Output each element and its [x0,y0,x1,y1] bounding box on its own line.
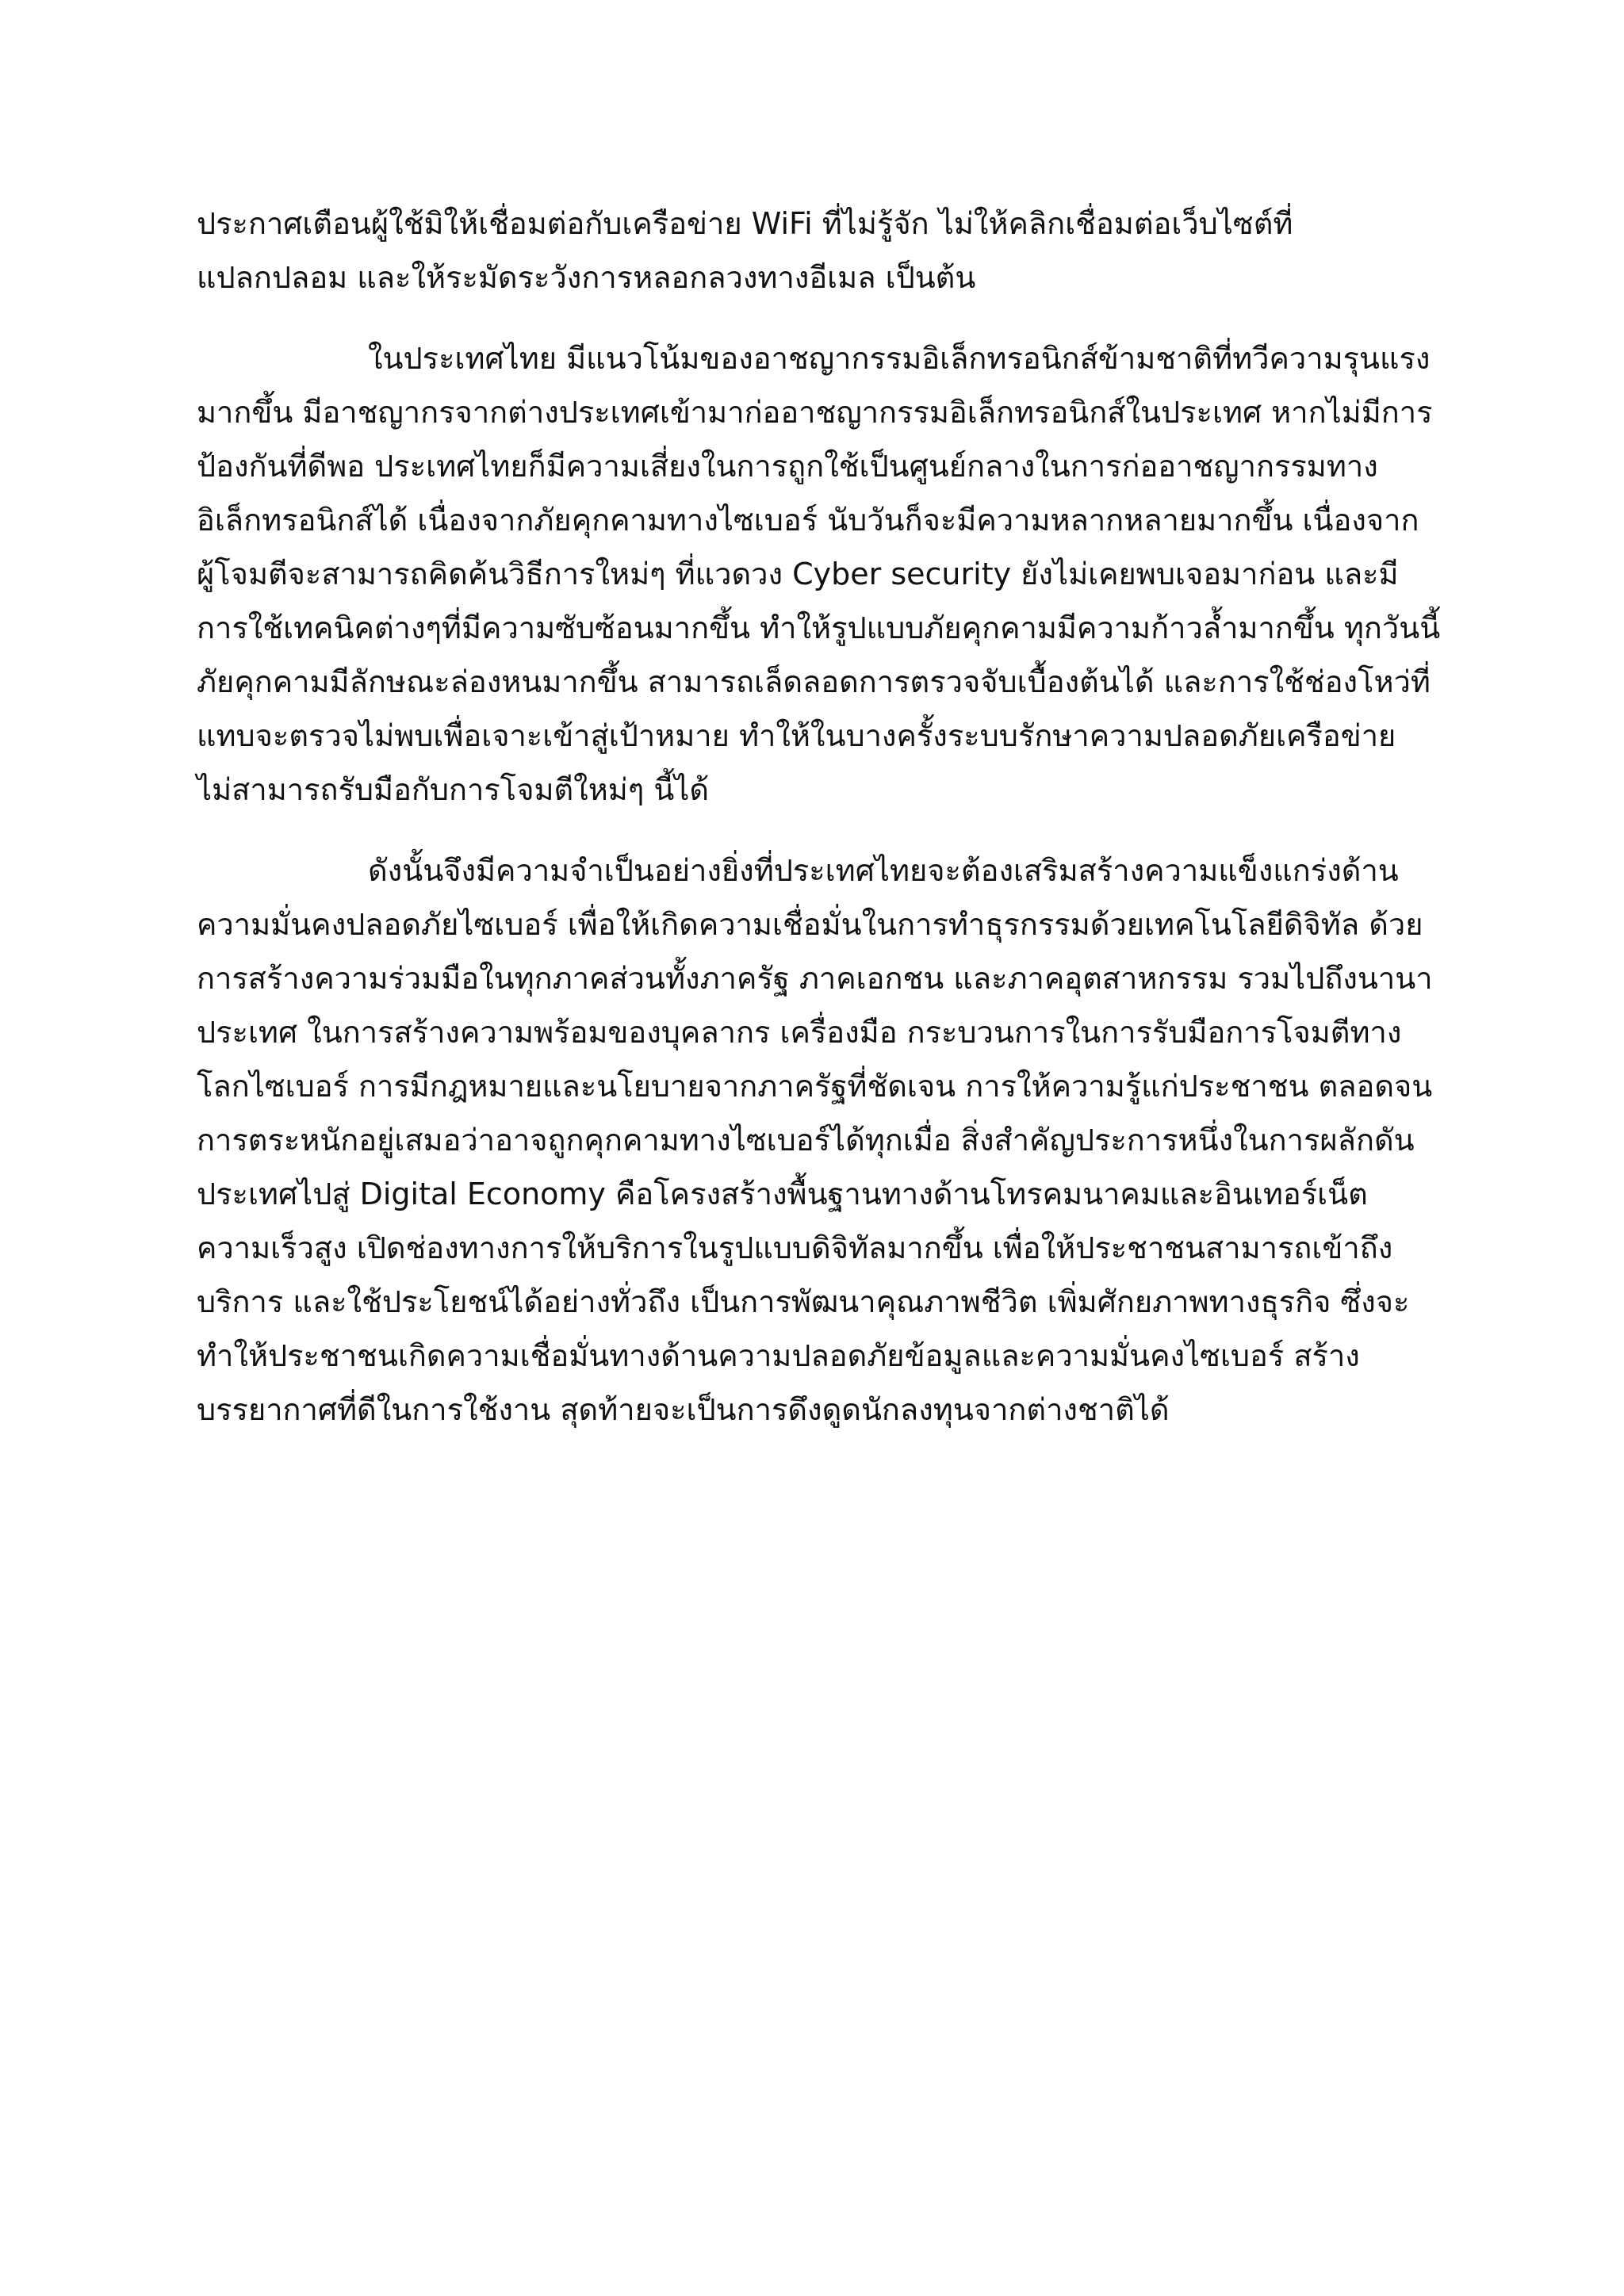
paragraph-line: ดังนั้นจึงมีความจำเป็นอย่างยิ่งที่ประเทศไทยจะต้องเสริมสร้างความแข็งแกร่งด้าน [368,853,1399,888]
paragraph-line: การสร้างความร่วมมือในทุกภาคส่วนทั้งภาครัฐ ภาคเอกชน และภาคอุตสาหกรรม รวมไปถึงนานา [197,961,1433,996]
paragraph-line: ผู้โจมตีจะสามารถคิดค้นวิธีการใหม่ๆ ที่แวดวง Cyber security ยังไม่เคยพบเจอมาก่อน และมี [197,557,1399,591]
paragraph-line: แทบจะตรวจไม่พบเพื่อเจาะเข้าสู่เป้าหมาย ทำให้ในบางครั้งระบบรักษาความปลอดภัยเครือข่าย [197,718,1396,753]
paragraph-line: ภัยคุกคามมีลักษณะล่องหนมากขึ้น สามารถเล็ดลอดการตรวจจับเบื้องต้นได้ และการใช้ช่องโหว่ที่ [197,664,1431,699]
paragraph-line: ไม่สามารถรับมือกับการโจมตีใหม่ๆ นี้ได้ [197,772,710,807]
paragraph-line: มากขึ้น มีอาชญากรจากต่างประเทศเข้ามาก่ออาชญากรรมอิเล็กทรอนิกส์ในประเทศ หากไม่มีการ [197,395,1433,430]
paragraph-spacer [197,304,1434,331]
paragraph-3 [197,844,1434,1437]
paragraph-line: ประเทศไปสู่ Digital Economy คือโครงสร้างพื้นฐานทางด้านโทรคมนาคมและอินเทอร์เน็ต [197,1177,1368,1211]
paragraph-line: ประกาศเตือนผู้ใช้มิให้เชื่อมต่อกับเครือข่าย WiFi ที่ไม่รู้จัก ไม่ให้คลิกเชื่อมต่อเว็บไซต์ที่ [197,206,1293,241]
paragraph-line: แปลกปลอม และให้ระมัดระวังการหลอกลวงทางอีเมล เป็นต้น [197,260,976,295]
paragraph-line: ป้องกันที่ดีพอ ประเทศไทยก็มีความเสี่ยงในการถูกใช้เป็นศูนย์กลางในการก่ออาชญากรรมทาง [197,449,1378,484]
paragraph-line: การตระหนักอยู่เสมอว่าอาจถูกคุกคามทางไซเบอร์ได้ทุกเมื่อ สิ่งสำคัญประการหนึ่งในการผลักดัน [197,1123,1415,1158]
paragraph-line: ทำให้ประชาชนเกิดความเชื่อมั่นทางด้านความปลอดภัยข้อมูลและความมั่นคงไซเบอร์ สร้าง [197,1338,1360,1373]
paragraph-line: บริการ และใช้ประโยชน์ได้อย่างทั่วถึง เป็นการพัฒนาคุณภาพชีวิต เพิ่มศักยภาพทางธุรกิจ ซึ่งจะ [197,1284,1410,1319]
paragraph-line: ความมั่นคงปลอดภัยไซเบอร์ เพื่อให้เกิดความเชื่อมั่นในการทำธุรกรรมด้วยเทคโนโลยีดิจิทัล ด้วย [197,907,1423,942]
paragraph-1 [197,197,1434,304]
paragraph-line: โลกไซเบอร์ การมีกฎหมายและนโยบายจากภาครัฐที่ชัดเจน การให้ความรู้แก่ประชาชน ตลอดจน [197,1069,1433,1104]
paragraph-line: อิเล็กทรอนิกส์ได้ เนื่องจากภัยคุกคามทางไซเบอร์ นับวันก็จะมีความหลากหลายมากขึ้น เนื่องจาก [197,503,1419,538]
paragraph-line: บรรยากาศที่ดีในการใช้งาน สุดท้ายจะเป็นการดึงดูดนักลงทุนจากต่างชาติได้ [197,1392,1170,1427]
paragraph-line: ประเทศ ในการสร้างความพร้อมของบุคลากร เครื่องมือ กระบวนการในการรับมือการโจมตีทาง [197,1015,1402,1050]
paragraph-line: การใช้เทคนิคต่างๆที่มีความซับซ้อนมากขึ้น ทำให้รูปแบบภัยคุกคามมีความก้าวล้ำมากขึ้น ทุกวันนี้ [197,610,1441,645]
document-body [197,197,1441,1437]
paragraph-line: ความเร็วสูง เปิดช่องทางการให้บริการในรูปแบบดิจิทัลมากขึ้น เพื่อให้ประชาชนสามารถเข้าถึง [197,1230,1393,1265]
paragraph-spacer [197,817,1434,844]
paragraph-2 [197,331,1441,817]
paragraph-line: ในประเทศไทย มีแนวโน้มของอาชญากรรมอิเล็กทรอนิกส์ข้ามชาติที่ทวีความรุนแรง [368,341,1431,376]
